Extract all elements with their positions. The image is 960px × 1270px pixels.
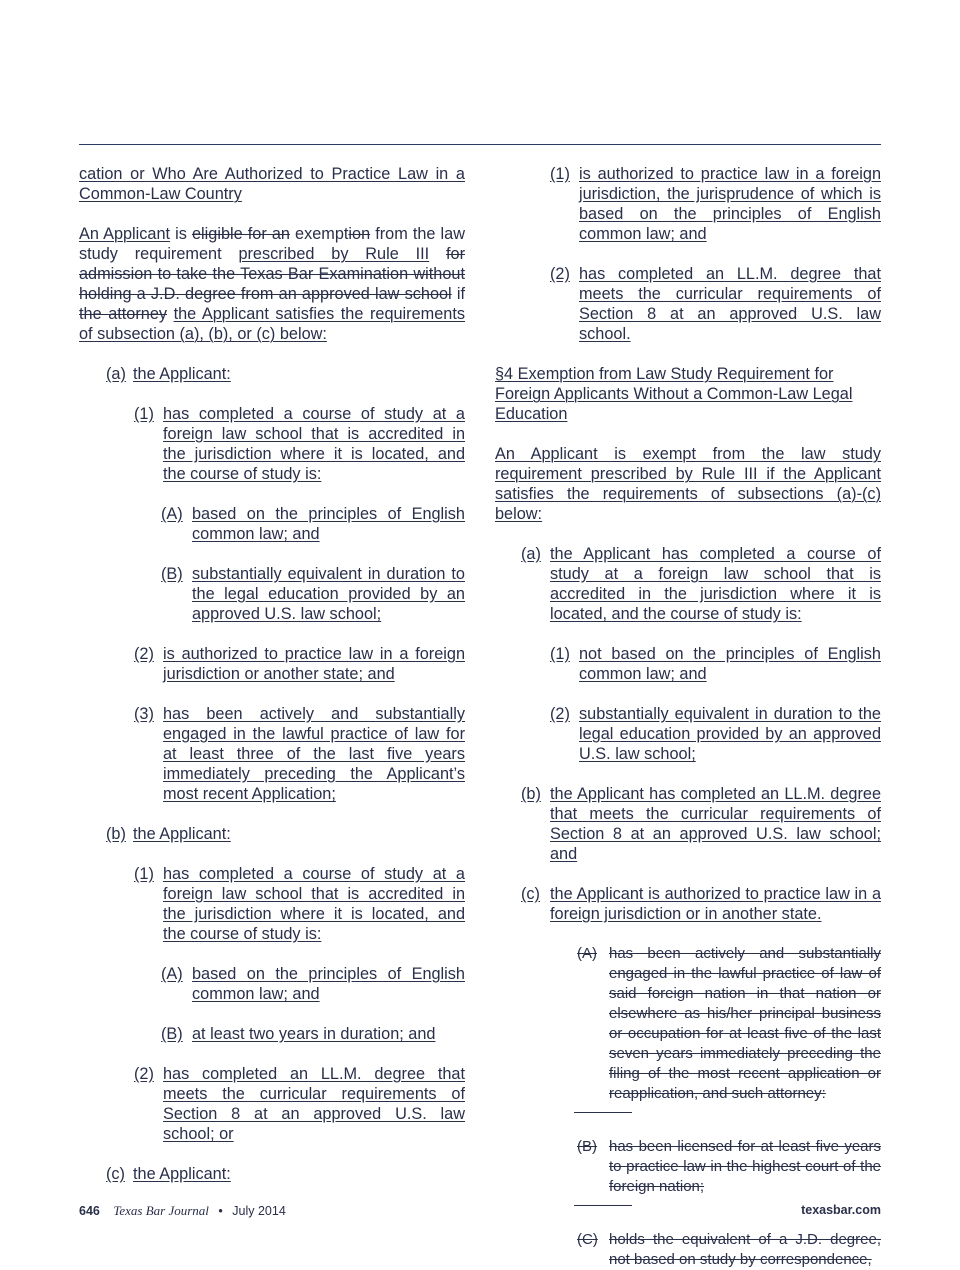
page-number: 646 — [79, 1204, 100, 1218]
text-deleted: the attorney — [79, 305, 168, 323]
item-text: the Applicant: — [133, 1165, 231, 1183]
text-plain: from the law study requirement — [79, 225, 465, 263]
item-text: has been actively and substantially engaged in the lawful practice of law of said foreign nation in that nation or elsewhere as his/her principal business or occupation for at least five of the last seven years immediately preceding the filing of the most recent application or reapplication, and such attorney: — [609, 945, 881, 1102]
item-label: (a) — [106, 365, 126, 383]
deleted-list-item — [495, 1137, 881, 1197]
list-item — [79, 1024, 465, 1044]
item-text: has been licensed for at least five years to practice law in the highest court of the foreign nation; — [609, 1138, 881, 1195]
list-item — [79, 504, 465, 544]
item-text: the Applicant has completed an LL.M. degree that meets the curricular requirements of Section 8 at an approved U.S. law school; and — [550, 785, 881, 863]
item-label: (b) — [521, 785, 541, 803]
item-label: (2) — [550, 705, 570, 723]
list-item — [495, 164, 881, 244]
section-paragraph: An Applicant is exempt from the law study requirement prescribed by Rule III if the Applicant satisfies the requirements of subsections (a)-(c) below: — [495, 445, 881, 523]
text-plain: exempt — [289, 225, 349, 243]
text-plain: if — [451, 285, 465, 303]
list-item — [79, 564, 465, 624]
text-inserted: the Applicant satisfies the requirements of subsection (a), (b), or (c) below: — [79, 305, 465, 343]
list-item — [79, 404, 465, 484]
text-plain: is — [170, 225, 192, 243]
deleted-list-item — [495, 944, 881, 1104]
item-label: (C) — [577, 1231, 598, 1248]
item-text: has completed an LL.M. degree that meets the curricular requirements of Section 8 at an approved U.S. law school. — [579, 265, 881, 343]
item-label: (c) — [106, 1165, 125, 1183]
list-item — [79, 364, 465, 384]
item-label: (2) — [550, 265, 570, 283]
section-heading-continued: cation or Who Are Authorized to Practice Law in a Common-Law Country — [79, 165, 465, 203]
list-item — [495, 784, 881, 864]
list-item — [79, 864, 465, 944]
item-label: (2) — [134, 1065, 154, 1083]
item-text: the Applicant: — [133, 825, 231, 843]
item-text: based on the principles of English common law; and — [192, 965, 465, 1003]
item-label: (B) — [577, 1138, 597, 1155]
text-plain — [429, 245, 446, 263]
item-label: (A) — [577, 945, 597, 962]
item-label: (B) — [161, 1025, 183, 1043]
deletion-rule — [574, 1112, 632, 1113]
deleted-list-item — [495, 1230, 881, 1270]
list-item — [495, 884, 881, 924]
text-deleted: for admission to take the Texas Bar Examination without holding a J.D. degree from an approved law school — [79, 245, 466, 303]
item-label: (B) — [161, 565, 183, 583]
item-text: has completed an LL.M. degree that meets the curricular requirements of Section 8 at an approved U.S. law school; or — [163, 1065, 465, 1143]
page-footer — [79, 1203, 881, 1219]
header-rule — [79, 144, 881, 145]
list-item — [79, 704, 465, 804]
item-label: (A) — [161, 505, 183, 523]
section-heading: §4 Exemption from Law Study Requirement for Foreign Applicants Without a Common-Law Legal Education — [495, 365, 853, 423]
item-text: at least two years in duration; and — [192, 1025, 436, 1043]
list-item — [79, 964, 465, 1004]
right-column — [495, 164, 881, 1270]
item-text: based on the principles of English common law; and — [192, 505, 465, 543]
text-inserted: An Applicant — [79, 225, 171, 243]
item-text: the Applicant is authorized to practice law in a foreign jurisdiction or in another state. — [550, 885, 881, 923]
list-item — [79, 1064, 465, 1144]
list-item — [79, 644, 465, 684]
list-item — [495, 704, 881, 764]
text-deleted: ion — [348, 225, 371, 243]
item-text: not based on the principles of English common law; and — [579, 645, 881, 683]
item-label: (1) — [134, 405, 154, 423]
issue-date: July 2014 — [232, 1204, 286, 1218]
list-item — [79, 824, 465, 844]
item-label: (3) — [134, 705, 154, 723]
intro-paragraph — [79, 224, 465, 344]
item-text: has been actively and substantially engaged in the lawful practice of law for at least three of the last five years immediately preceding the Applicant’s most recent Application; — [163, 705, 465, 803]
magazine-title: Texas Bar Journal — [113, 1203, 209, 1218]
item-label: (1) — [550, 645, 570, 663]
item-text: is authorized to practice law in a foreign jurisdiction or another state; and — [163, 645, 465, 683]
text-deleted: eligible for an — [191, 225, 290, 243]
list-item — [495, 544, 881, 624]
item-text: has completed a course of study at a foreign law school that is accredited in the jurisdiction where it is located, and the course of study is: — [163, 405, 465, 483]
item-label: (A) — [161, 965, 183, 983]
separator-bullet: • — [218, 1204, 223, 1218]
item-text: substantially equivalent in duration to the legal education provided by an approved U.S. law school; — [579, 705, 881, 763]
left-column — [79, 164, 465, 1204]
item-text: is authorized to practice law in a foreign jurisdiction, the jurisprudence of which is based on the principles of English common law; and — [579, 165, 881, 243]
text-inserted: prescribed by Rule III — [238, 245, 430, 263]
item-text: holds the equivalent of a J.D. degree, not based on study by correspondence, — [609, 1231, 881, 1268]
item-text: the Applicant: — [133, 365, 231, 383]
item-label: (a) — [521, 545, 541, 563]
item-label: (c) — [521, 885, 540, 903]
item-label: (2) — [134, 645, 154, 663]
item-text: the Applicant has completed a course of study at a foreign law school that is accredited in the jurisdiction where it is located, and the course of study is: — [550, 545, 881, 623]
list-item — [495, 264, 881, 344]
item-text: has completed a course of study at a foreign law school that is accredited in the jurisdiction where it is located, and the course of study is: — [163, 865, 465, 943]
item-label: (1) — [550, 165, 570, 183]
list-item — [79, 1164, 465, 1184]
item-text: substantially equivalent in duration to the legal education provided by an approved U.S. law school; — [192, 565, 465, 623]
item-label: (1) — [134, 865, 154, 883]
item-label: (b) — [106, 825, 126, 843]
list-item — [495, 644, 881, 684]
website-link[interactable]: texasbar.com — [801, 1203, 881, 1217]
